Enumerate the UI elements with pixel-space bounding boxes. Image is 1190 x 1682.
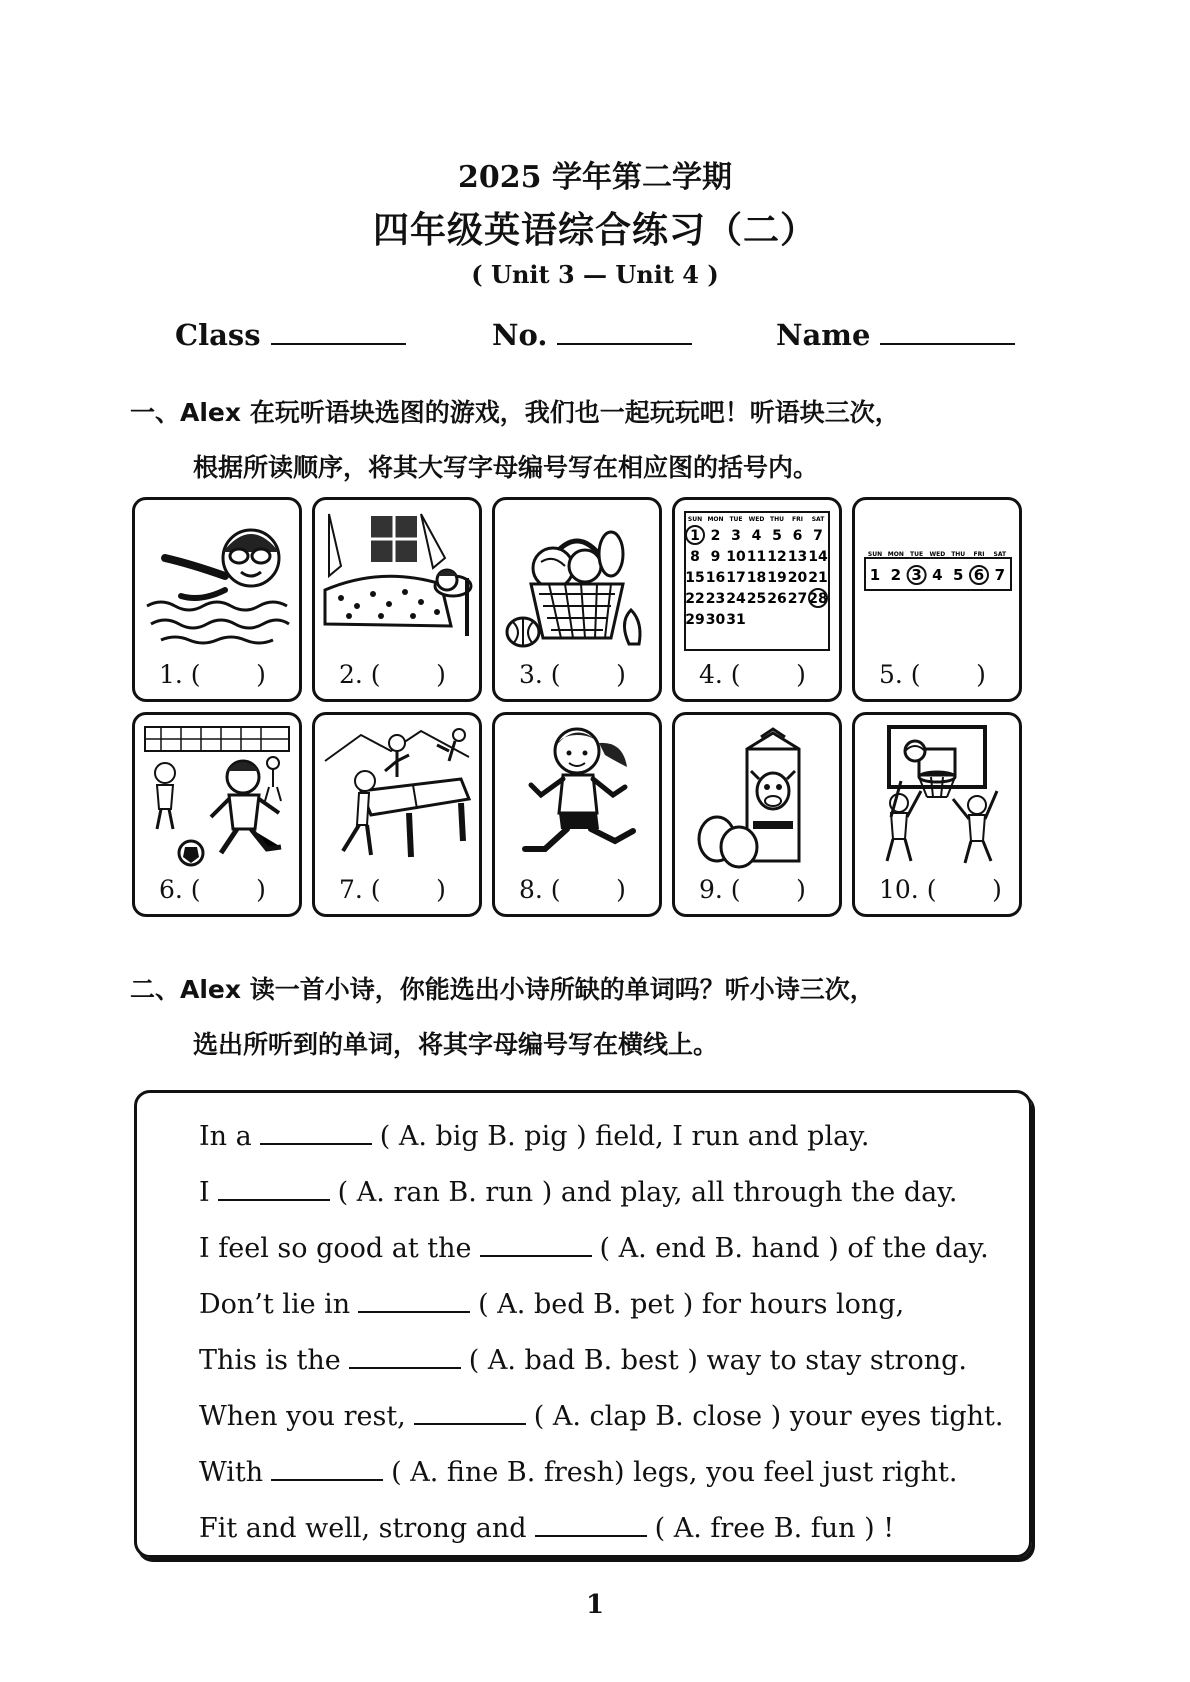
calendar-date: 24 <box>726 591 746 607</box>
class-blank[interactable] <box>271 319 406 345</box>
calendar-date: 16 <box>705 570 726 586</box>
item-label-4[interactable]: 4. ( ) <box>699 660 806 689</box>
poem-line-2-pre: I <box>199 1177 210 1208</box>
poem-line-7-options: ( A. fine B. fresh) <box>391 1457 625 1488</box>
calendar-date: 26 <box>767 591 787 607</box>
page-number: 1 <box>585 1590 605 1620</box>
poem-line-6-options: ( A. clap B. close ) <box>533 1401 782 1432</box>
poem-line-1 <box>199 1121 869 1152</box>
item-label-2[interactable]: 2. ( ) <box>339 660 446 689</box>
basketball-icon <box>861 721 1013 871</box>
unit-scope: ( Unit 3 — Unit 4 ) <box>471 260 719 289</box>
picture-card-6 <box>132 712 302 917</box>
poem-line-1-post: field, I run and play. <box>595 1121 870 1152</box>
calendar-day-header: FRI <box>792 516 803 523</box>
table-tennis-icon <box>321 721 473 871</box>
calendar-date: 19 <box>767 570 787 586</box>
section2-instruction-line1: 二、Alex 读一首小诗，你能选出小诗所缺的单词吗？听小诗三次， <box>130 975 875 1004</box>
poem-blank-1[interactable] <box>260 1123 372 1145</box>
calendar-date: 1 <box>869 566 881 584</box>
calendar-day-header: MON <box>887 551 904 558</box>
term-heading: 2025 学年第二学期 <box>458 160 732 195</box>
poem-line-6-pre: When you rest, <box>199 1401 406 1432</box>
poem-line-7 <box>199 1457 957 1488</box>
picture-card-9 <box>672 712 842 917</box>
poem-line-1-pre: In a <box>199 1121 252 1152</box>
calendar-date: 25 <box>746 591 767 607</box>
calendar-day-header: THU <box>951 551 966 558</box>
item-label-9[interactable]: 9. ( ) <box>699 875 806 904</box>
poem-line-8-options: ( A. free B. fun ) <box>654 1513 875 1544</box>
section1-instruction-line1: 一、Alex 在玩听语块选图的游戏，我们也一起玩玩吧！听语块三次， <box>130 398 900 427</box>
number-field <box>492 318 692 352</box>
calendar-day-header: TUE <box>910 551 924 558</box>
calendar-date: 29 <box>685 612 705 628</box>
item-label-1[interactable]: 1. ( ) <box>159 660 266 689</box>
calendar-day-header: SAT <box>811 516 825 523</box>
calendar-day-header: SUN <box>687 516 703 523</box>
item-label-7[interactable]: 7. ( ) <box>339 875 446 904</box>
calendar-date: 6 <box>792 528 803 544</box>
poem-line-5-pre: This is the <box>199 1345 341 1376</box>
calendar-date: 22 <box>685 591 705 607</box>
picture-card-4 <box>672 497 842 702</box>
calendar-date: 17 <box>726 570 746 586</box>
calendar-date: 23 <box>705 591 726 607</box>
calendar-date: 7 <box>994 566 1006 584</box>
page-title: 四年级英语综合练习（二） <box>372 210 817 251</box>
poem-blank-7[interactable] <box>271 1459 383 1481</box>
calendar-date: 12 <box>767 549 787 565</box>
picture-card-8 <box>492 712 662 917</box>
picture-card-10 <box>852 712 1022 917</box>
calendar-date: 10 <box>726 549 746 565</box>
calendar-day-header: FRI <box>973 551 985 558</box>
calendar-date: 6 <box>973 566 985 584</box>
poem-line-8-post: ! <box>883 1513 895 1544</box>
calendar-date: 15 <box>685 570 705 586</box>
name-blank[interactable] <box>880 319 1015 345</box>
calendar-date: 2 <box>890 566 902 584</box>
item-label-5[interactable]: 5. ( ) <box>879 660 986 689</box>
poem-line-3-options: ( A. end B. hand ) <box>599 1233 839 1264</box>
calendar-day-header: SAT <box>993 551 1007 558</box>
calendar-date: 28 <box>808 591 828 607</box>
picture-grid <box>132 497 1030 929</box>
picture-card-5 <box>852 497 1022 702</box>
sleeping-icon <box>321 506 473 656</box>
poem-blank-2[interactable] <box>218 1179 330 1201</box>
poem-blank-4[interactable] <box>358 1291 470 1313</box>
poem-line-2 <box>199 1177 957 1208</box>
picture-card-7 <box>312 712 482 917</box>
calendar-day-header: THU <box>770 516 784 523</box>
section1-instruction-line2: 根据所读顺序，将其大写字母编号写在相应图的括号内。 <box>193 453 819 482</box>
name-label: Name <box>776 318 871 352</box>
calendar-date: 30 <box>705 612 726 628</box>
calendar-date: 27 <box>787 591 808 607</box>
picture-card-3 <box>492 497 662 702</box>
name-field <box>776 318 1015 352</box>
poem-line-3-post: of the day. <box>847 1233 989 1264</box>
poem-line-7-pre: With <box>199 1457 264 1488</box>
calendar-day-header: TUE <box>729 516 743 523</box>
poem-blank-6[interactable] <box>414 1403 526 1425</box>
calendar-date: 21 <box>808 570 828 586</box>
poem-line-1-options: ( A. big B. pig ) <box>379 1121 587 1152</box>
poem-line-4-post: for hours long, <box>701 1289 905 1320</box>
calendar-date: 5 <box>772 528 782 544</box>
calendar-day-header: MON <box>707 516 724 523</box>
poem-line-8-pre: Fit and well, strong and <box>199 1513 527 1544</box>
calendar-date: 4 <box>751 528 762 544</box>
poem-line-2-options: ( A. ran B. run ) <box>337 1177 553 1208</box>
number-blank[interactable] <box>557 319 692 345</box>
class-field <box>175 318 406 352</box>
fruit-basket-icon <box>501 506 653 656</box>
calendar-date: 8 <box>690 549 700 565</box>
calendar-date: 18 <box>746 570 767 586</box>
poem-line-4 <box>199 1289 904 1320</box>
calendar-week-icon <box>861 506 1013 656</box>
calendar-month-icon <box>681 506 833 656</box>
calendar-date: 3 <box>911 566 922 584</box>
item-label-3[interactable]: 3. ( ) <box>519 660 626 689</box>
section2-instruction-line2: 选出所听到的单词，将其字母编号写在横线上。 <box>193 1030 719 1059</box>
calendar-date: 7 <box>813 528 823 544</box>
calendar-date: 5 <box>952 566 964 584</box>
poem-line-8 <box>199 1513 894 1544</box>
poem-line-4-options: ( A. bed B. pet ) <box>478 1289 694 1320</box>
poem-line-3 <box>199 1233 989 1264</box>
poem-line-6 <box>199 1401 1003 1432</box>
item-label-8[interactable]: 8. ( ) <box>519 875 626 904</box>
calendar-date: 2 <box>710 528 721 544</box>
calendar-day-header: WED <box>748 516 765 523</box>
running-icon <box>501 721 653 871</box>
poem-line-6-post: your eyes tight. <box>789 1401 1004 1432</box>
poem-blank-8[interactable] <box>535 1515 647 1537</box>
poem-line-3-pre: I feel so good at the <box>199 1233 472 1264</box>
picture-card-1 <box>132 497 302 702</box>
calendar-day-header: WED <box>929 551 946 558</box>
poem-line-5 <box>199 1345 967 1376</box>
calendar-date: 11 <box>746 549 767 565</box>
swimming-icon <box>141 506 293 656</box>
calendar-date: 14 <box>808 549 828 565</box>
class-label: Class <box>175 318 261 352</box>
calendar-date: 3 <box>731 528 741 544</box>
poem-line-4-pre: Don’t lie in <box>199 1289 351 1320</box>
football-icon <box>141 721 293 871</box>
poem-line-5-options: ( A. bad B. best ) <box>468 1345 698 1376</box>
number-label: No. <box>492 318 548 352</box>
poem-box <box>134 1090 1032 1558</box>
poem-line-2-post: and play, all through the day. <box>560 1177 958 1208</box>
calendar-date: 20 <box>787 570 808 586</box>
calendar-date: 4 <box>932 566 943 584</box>
calendar-day-header: SUN <box>867 551 883 558</box>
picture-card-2 <box>312 497 482 702</box>
item-label-6[interactable]: 6. ( ) <box>159 875 266 904</box>
calendar-date: 31 <box>726 612 746 628</box>
item-label-10[interactable]: 10. ( ) <box>879 875 1002 904</box>
calendar-date: 13 <box>787 549 808 565</box>
milk-eggs-icon <box>681 721 833 871</box>
calendar-date: 9 <box>710 549 721 565</box>
poem-line-7-post: legs, you feel just right. <box>633 1457 958 1488</box>
poem-line-5-post: way to stay strong. <box>706 1345 967 1376</box>
poem-blank-5[interactable] <box>349 1347 461 1369</box>
calendar-date: 1 <box>690 528 700 544</box>
poem-blank-3[interactable] <box>480 1235 592 1257</box>
